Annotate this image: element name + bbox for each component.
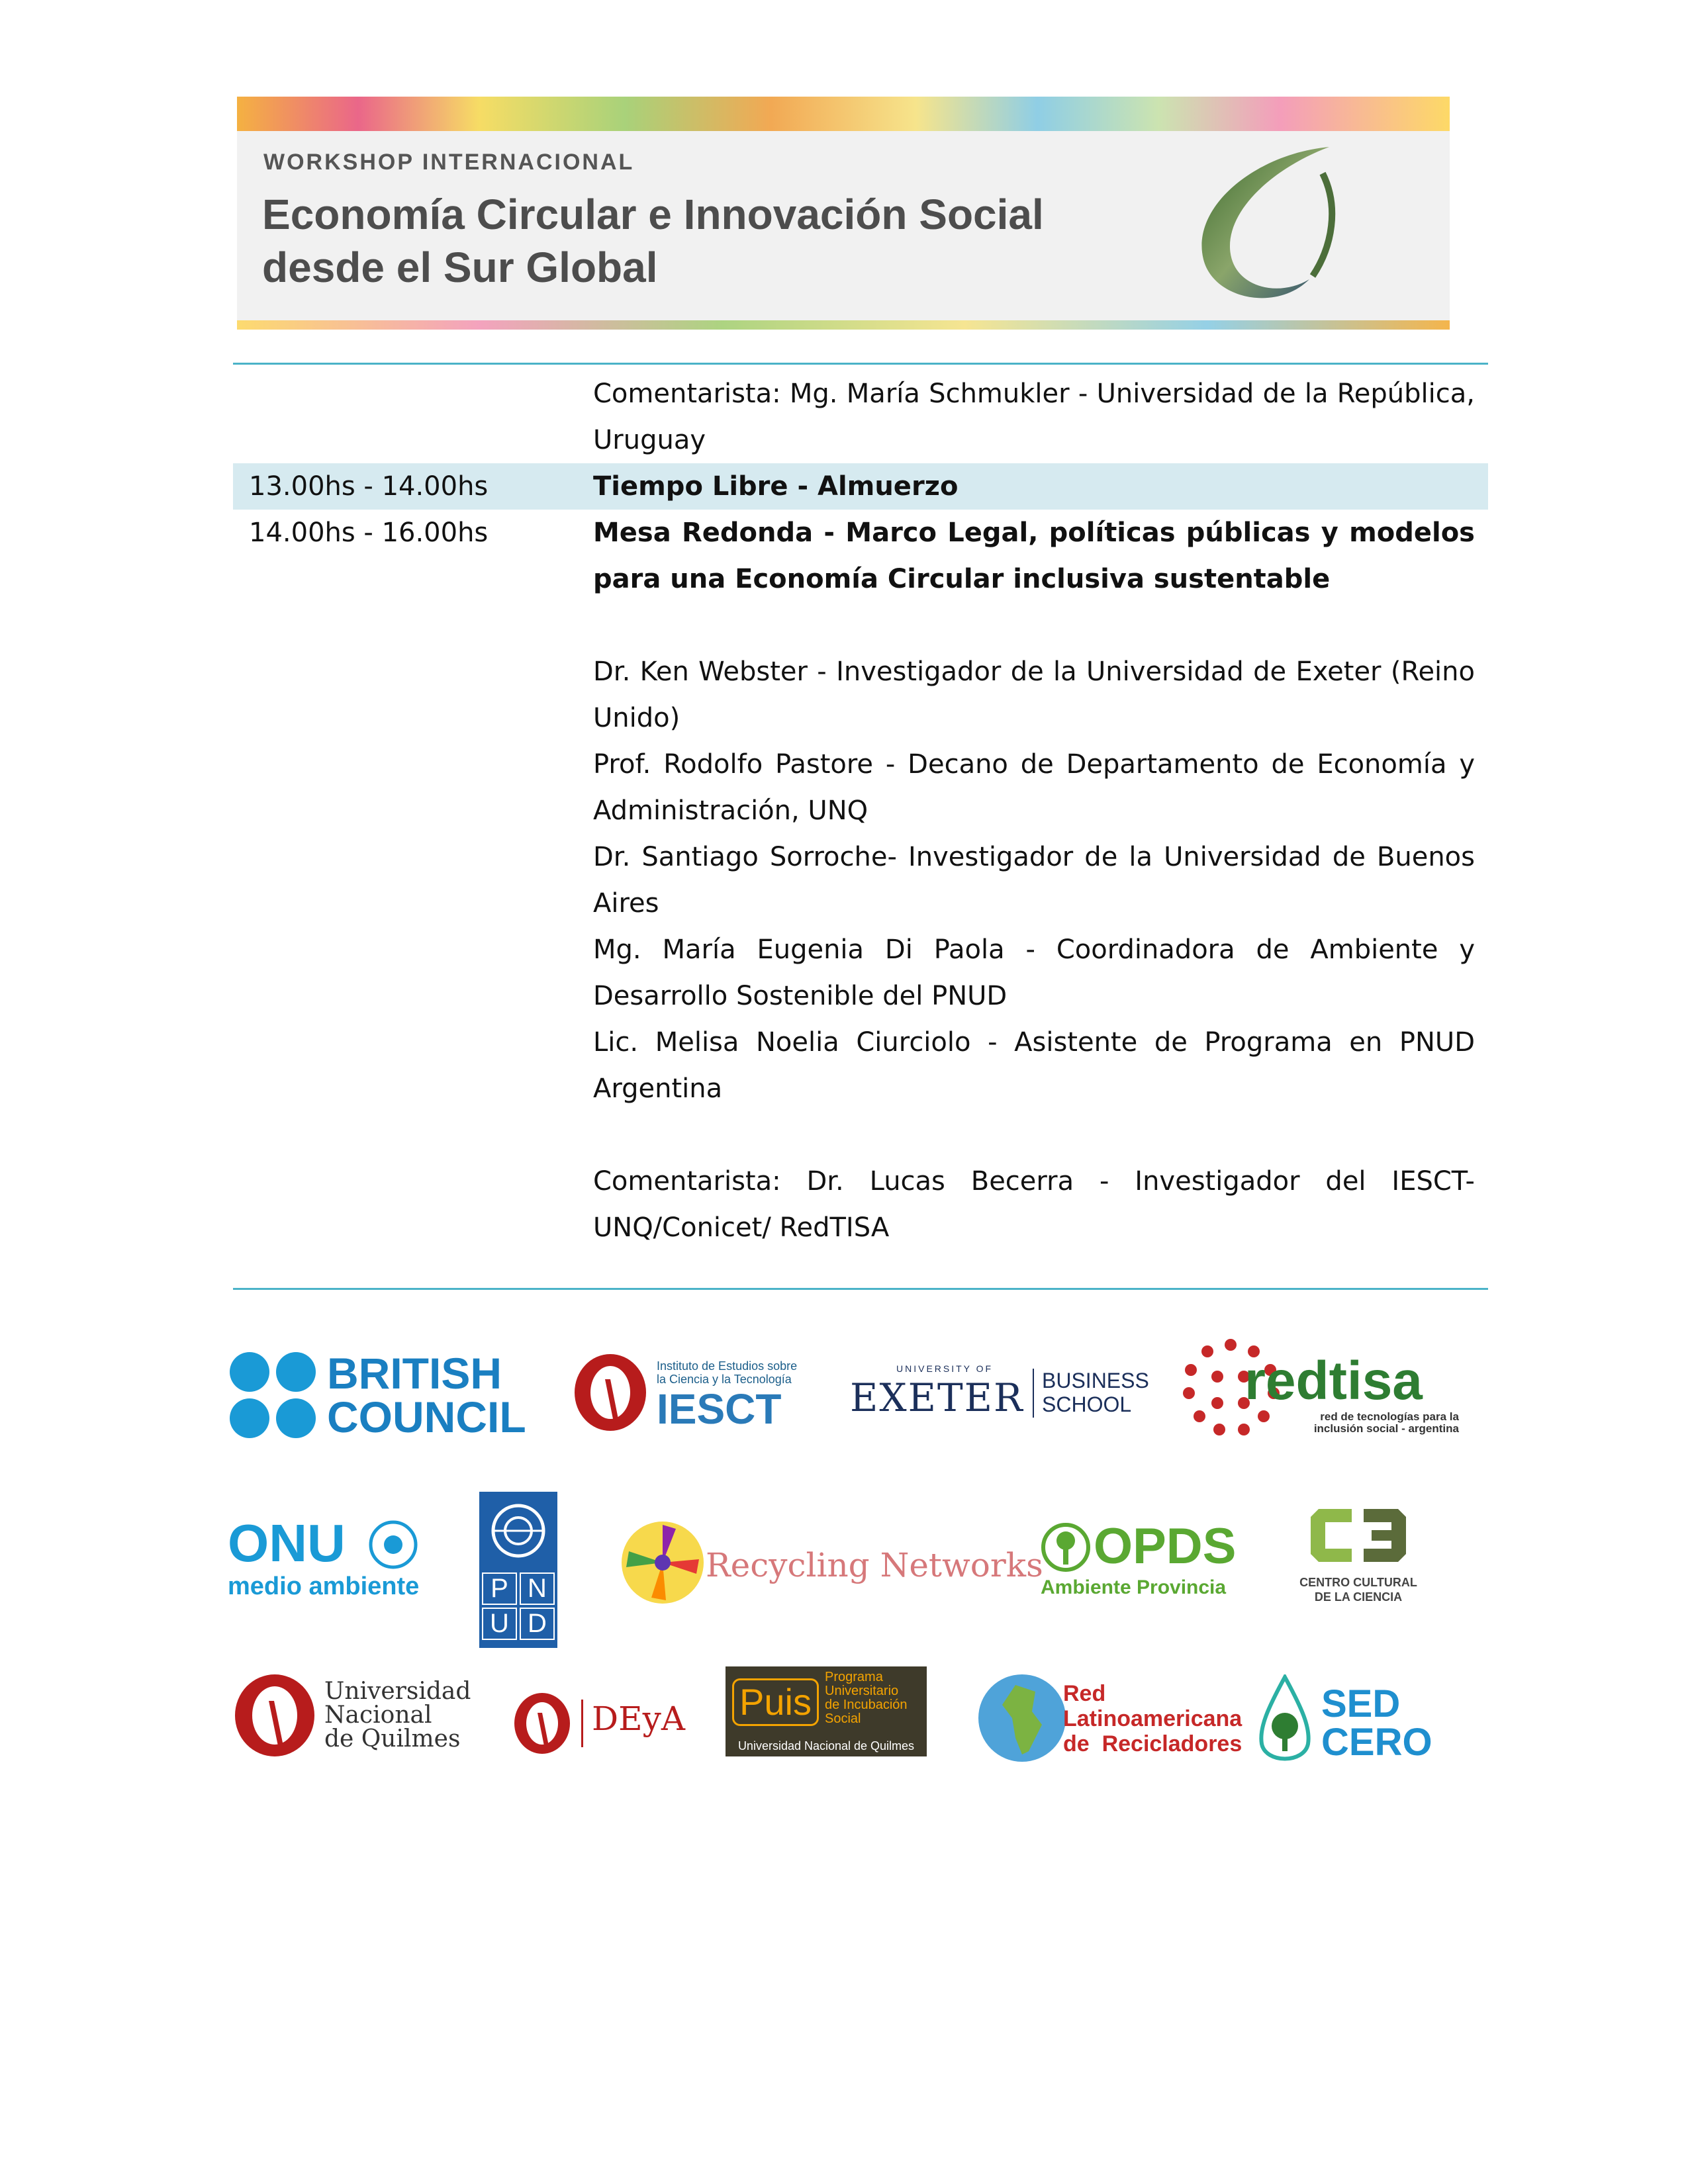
tree-icon — [1041, 1522, 1091, 1572]
iesct-name: IESCT — [657, 1385, 782, 1433]
sed-cero-logo — [1255, 1674, 1454, 1774]
quilmes-q-icon — [572, 1353, 651, 1439]
iesct-tagline2: la Ciencia y la Tecnología — [657, 1373, 792, 1386]
table-row — [233, 371, 1488, 463]
puis-desc: Programa — [825, 1670, 883, 1684]
bottom-divider — [233, 1288, 1488, 1290]
top-divider — [233, 363, 1488, 365]
exeter-school1: BUSINESS — [1042, 1369, 1149, 1392]
british-council-word1: BRITISH — [327, 1349, 502, 1398]
un-emblem-icon — [367, 1518, 420, 1571]
globe-americas-icon — [976, 1672, 1068, 1764]
exeter-top: UNIVERSITY OF — [896, 1363, 994, 1374]
red-latino-line2: Latinoamericana — [1063, 1706, 1243, 1731]
opds-name: OPDS — [1094, 1518, 1237, 1574]
session-title: Mesa Redonda - Marco Legal, políticas públicas y modelos para una Economía Circular inclusiva sustentable — [593, 518, 1475, 594]
pnud-letter: U — [482, 1608, 517, 1640]
puis-desc: Social — [825, 1711, 861, 1726]
iesct-logo — [572, 1353, 837, 1439]
banner-kicker: WORKSHOP INTERNACIONAL — [263, 150, 635, 175]
exeter-business-school-logo — [850, 1363, 1149, 1436]
c3-mark-icon — [1305, 1502, 1411, 1569]
redtisa-name: redtisa — [1244, 1351, 1423, 1411]
sed-cero-line1: SED — [1321, 1682, 1401, 1725]
banner-title — [262, 188, 1044, 294]
opds-sub: Ambiente Provincia — [1041, 1576, 1227, 1598]
quilmes-q-icon — [512, 1692, 572, 1758]
puis-desc: Universitario — [825, 1684, 899, 1698]
iesct-tagline1: Instituto de Estudios sobre — [657, 1359, 798, 1373]
time-cell: 13.00hs - 14.00hs — [249, 471, 489, 502]
commentator-text: Comentarista: Dr. Lucas Becerra - Investigador del IESCT-UNQ/Conicet/ RedTISA — [593, 1166, 1475, 1243]
pnud-letter: P — [482, 1572, 517, 1605]
exeter-school2: SCHOOL — [1042, 1392, 1132, 1416]
pnud-logo — [479, 1492, 557, 1648]
c3-centro-cultural-logo — [1292, 1502, 1425, 1615]
british-council-word2: COUNCIL — [327, 1392, 526, 1441]
session-title: Tiempo Libre - Almuerzo — [593, 471, 959, 502]
time-cell: 14.00hs - 16.00hs — [249, 518, 489, 548]
circular-swirl-logo — [1177, 134, 1349, 319]
redtisa-logo — [1181, 1337, 1479, 1443]
speaker-item: Prof. Rodolfo Pastore - Decano de Departamento de Economía y Administración, UNQ — [593, 749, 1475, 826]
table-row-roundtable — [233, 510, 1488, 1251]
deya-name: DEyA — [592, 1700, 685, 1738]
speaker-item: Dr. Santiago Sorroche- Investigador de la Universidad de Buenos Aires — [593, 842, 1475, 919]
red-latino-line3: de Recicladores — [1063, 1731, 1243, 1756]
deya-logo — [512, 1692, 698, 1764]
redtisa-tagline1: red de tecnologías para la — [1320, 1410, 1459, 1423]
banner-title-line2: desde el Sur Global — [262, 244, 658, 291]
british-council-logo — [228, 1350, 545, 1443]
c3-line1: CENTRO CULTURAL — [1299, 1576, 1417, 1589]
program-table — [233, 371, 1488, 1251]
onu-medio-ambiente-logo — [228, 1514, 453, 1600]
red-latino-line1: Red — [1063, 1681, 1106, 1706]
puis-desc: de Incubación — [825, 1698, 908, 1712]
pnud-letter: D — [520, 1608, 555, 1640]
universidad-nacional-quilmes-logo — [232, 1674, 483, 1767]
quilmes-q-icon — [232, 1674, 318, 1760]
unq-line2: Nacional — [324, 1702, 432, 1729]
puis-name: Puis — [732, 1678, 819, 1726]
speaker-item: Mg. María Eugenia Di Paola - Coordinadora de Ambiente y Desarrollo Sostenible del PNUD — [593, 934, 1475, 1011]
speaker-item: Lic. Melisa Noelia Ciurciolo - Asistente de Programa en PNUD Argentina — [593, 1027, 1475, 1104]
water-drop-tree-icon — [1255, 1674, 1315, 1767]
opds-logo — [1041, 1520, 1239, 1606]
un-globe-icon — [479, 1492, 557, 1570]
onu-sub: medio ambiente — [228, 1572, 420, 1600]
banner-title-line1: Economía Circular e Innovación Social — [262, 191, 1044, 238]
c3-line2: DE LA CIENCIA — [1314, 1590, 1403, 1604]
commentator-text: Comentarista: Mg. María Schmukler - Universidad de la República, Uruguay — [593, 379, 1475, 455]
onu-name: ONU — [228, 1514, 346, 1572]
british-council-dots-icon — [228, 1350, 320, 1443]
unq-line1: Universidad — [324, 1678, 471, 1705]
speaker-item: Dr. Ken Webster - Investigador de la Universidad de Exeter (Reino Unido) — [593, 657, 1475, 733]
banner-color-stripe — [237, 97, 1450, 131]
table-row-lunch — [233, 463, 1488, 510]
pnud-letter: N — [520, 1572, 555, 1605]
sponsor-logos — [225, 1324, 1483, 1800]
header-banner — [237, 97, 1450, 330]
sed-cero-line2: CERO — [1321, 1721, 1432, 1764]
recycling-networks-name: Recycling Networks — [706, 1546, 1043, 1584]
recycling-networks-logo — [620, 1520, 1043, 1612]
banner-bottom-stripe — [237, 320, 1450, 330]
hands-circle-icon — [620, 1520, 706, 1606]
exeter-name: EXETER — [850, 1375, 1024, 1420]
redtisa-tagline2: inclusión social - argentina — [1313, 1422, 1459, 1435]
puis-logo — [726, 1666, 927, 1756]
unq-line3: de Quilmes — [324, 1725, 461, 1752]
puis-foot: Universidad Nacional de Quilmes — [737, 1739, 915, 1752]
red-latinoamericana-recicladores-logo — [976, 1672, 1243, 1771]
